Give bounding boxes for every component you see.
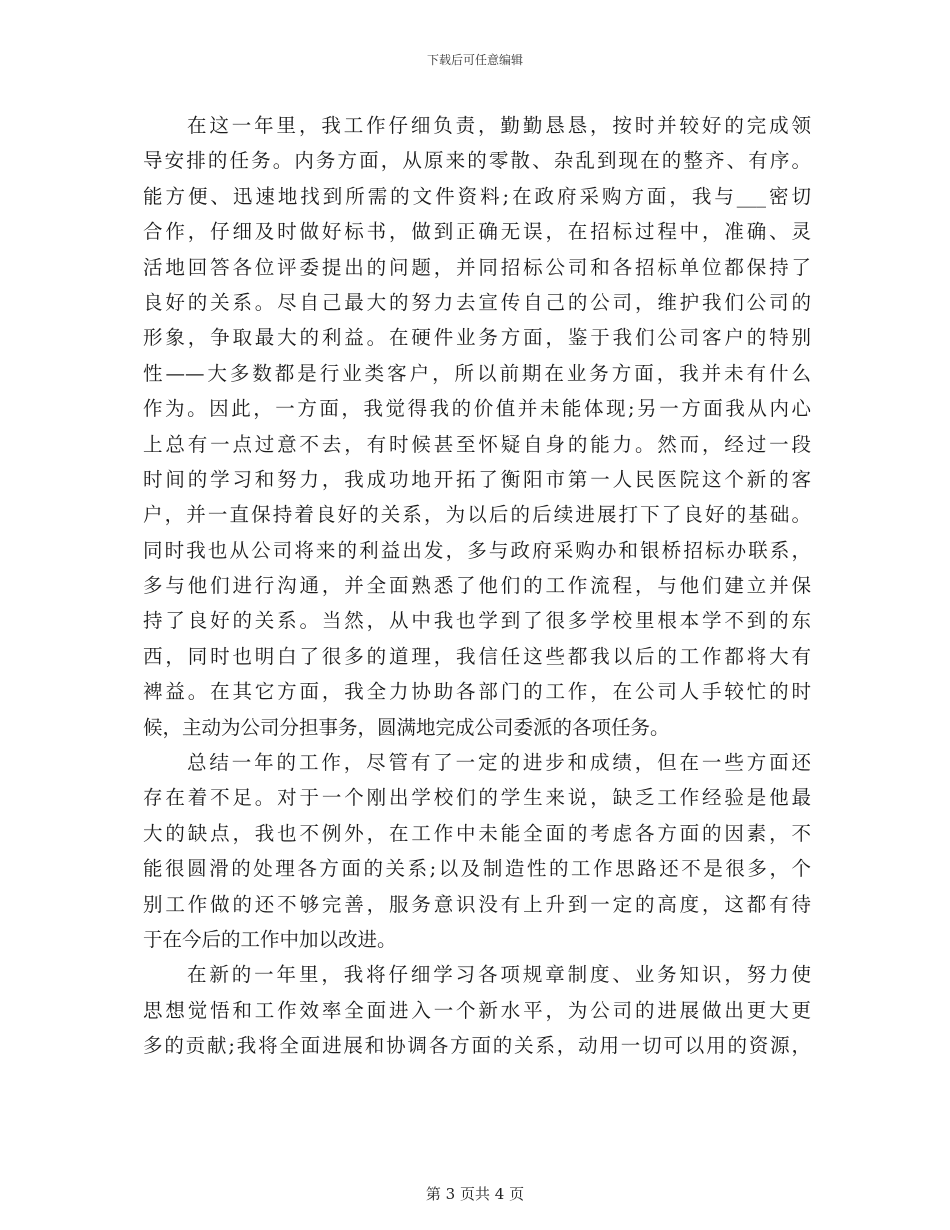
text-line: 西，同时也明白了很多的道理，我信任这些都我以后的工作都将大有 <box>143 644 811 668</box>
text-line: 同时我也从公司将来的利益出发，多与政府采购办和银桥招标办联系， <box>143 538 811 562</box>
paragraph-2 <box>143 745 811 957</box>
text-line: 形象，争取最大的利益。在硬件业务方面，鉴于我们公司客户的特别 <box>143 326 811 350</box>
paragraph-3 <box>143 957 811 1063</box>
text-line: 总结一年的工作，尽管有了一定的进步和成绩，但在一些方面还 <box>187 751 811 775</box>
text-line: 活地回答各位评委提出的问题，并同招标公司和各招标单位都保持了 <box>143 255 811 279</box>
text-line: 存在着不足。对于一个刚出学校们的学生来说，缺乏工作经验是他最 <box>143 786 811 810</box>
text-line: 上总有一点过意不去，有时候甚至怀疑自身的能力。然而，经过一段 <box>143 432 811 456</box>
text-line: 能方便、迅速地找到所需的文件资料;在政府采购方面，我与___密切 <box>143 184 811 208</box>
document-body <box>143 108 811 1064</box>
text-line: 时间的学习和努力，我成功地开拓了衡阳市第一人民医院这个新的客 <box>143 467 811 491</box>
page-header: 下载后可任意编辑 <box>426 53 523 67</box>
text-line: 导安排的任务。内务方面，从原来的零散、杂乱到现在的整齐、有序。 <box>143 149 811 173</box>
paragraph-1 <box>143 108 811 745</box>
text-line: 于在今后的工作中加以改进。 <box>143 927 397 951</box>
text-line: 多与他们进行沟通，并全面熟悉了他们的工作流程，与他们建立并保 <box>143 574 811 598</box>
text-line: 多的贡献;我将全面进展和协调各方面的关系，动用一切可以用的资源， <box>143 1034 811 1058</box>
text-line: 思想觉悟和工作效率全面进入一个新水平，为公司的进展做出更大更 <box>143 998 811 1022</box>
text-line: 性——大多数都是行业类客户，所以前期在业务方面，我并未有什么 <box>143 361 811 385</box>
text-line: 户，并一直保持着良好的关系，为以后的后续进展打下了良好的基础。 <box>143 503 811 527</box>
text-line: 别工作做的还不够完善，服务意识没有上升到一定的高度，这都有待 <box>143 892 811 916</box>
text-line: 大的缺点，我也不例外，在工作中未能全面的考虑各方面的因素，不 <box>143 821 811 845</box>
text-line: 作为。因此，一方面，我觉得我的价值并未能体现;另一方面我从内心 <box>143 397 811 421</box>
text-line: 良好的关系。尽自己最大的努力去宣传自己的公司，维护我们公司的 <box>143 290 811 314</box>
text-line: 合作，仔细及时做好标书，做到正确无误，在招标过程中，准确、灵 <box>143 220 811 244</box>
page-number-footer: 第 3 页共 4 页 <box>425 1185 525 1203</box>
text-line: 候，主动为公司分担事务，圆满地完成公司委派的各项任务。 <box>143 715 670 739</box>
text-line: 在这一年里，我工作仔细负责，勤勤恳恳，按时并较好的完成领 <box>187 114 811 137</box>
text-line: 裨益。在其它方面，我全力协助各部门的工作，在公司人手较忙的时 <box>143 680 811 704</box>
text-line: 在新的一年里，我将仔细学习各项规章制度、业务知识，努力使 <box>187 963 811 987</box>
text-line: 能很圆滑的处理各方面的关系;以及制造性的工作思路还不是很多，个 <box>143 857 811 881</box>
text-line: 持了良好的关系。当然，从中我也学到了很多学校里根本学不到的东 <box>143 609 811 633</box>
